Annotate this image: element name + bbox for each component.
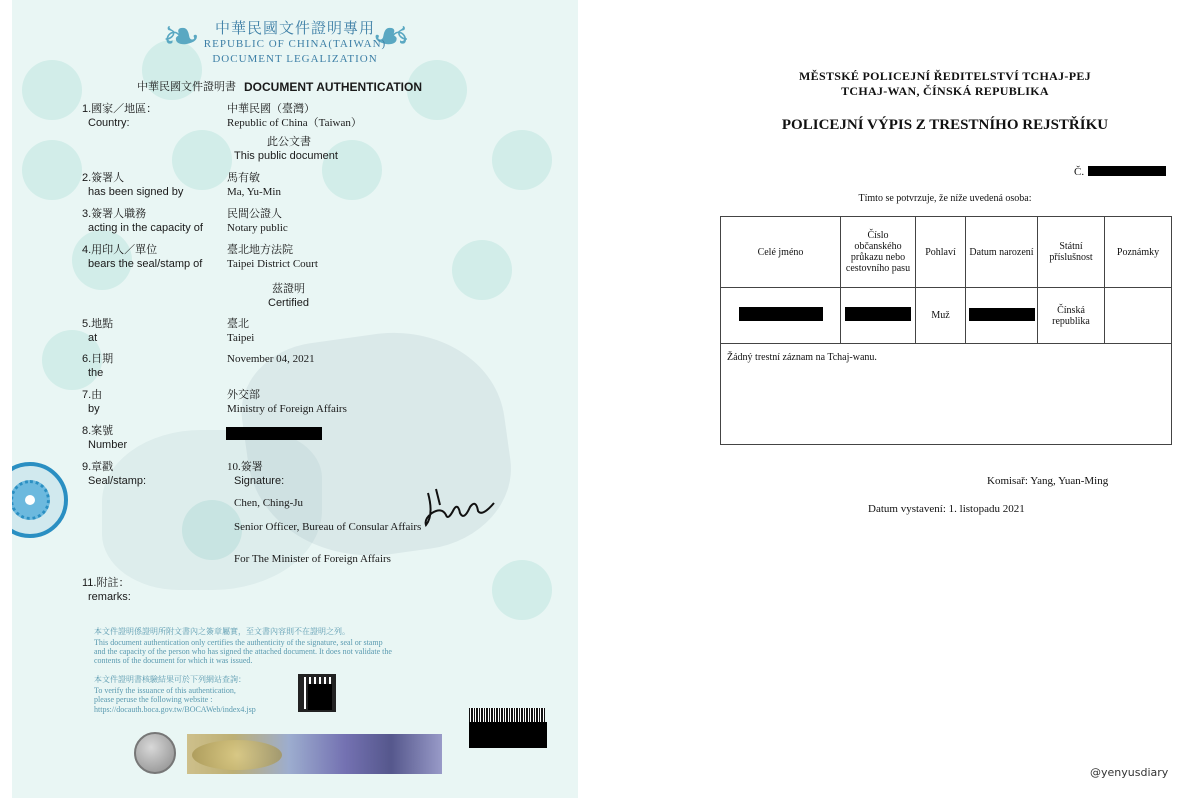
stamp-label-en: Seal/stamp: — [88, 475, 147, 487]
signed-value-en: Ma, Yu-Min — [227, 186, 281, 198]
watermark-emblem — [322, 140, 382, 200]
country-value-cn: 中華民國（臺灣） — [227, 103, 315, 115]
title-english: DOCUMENT AUTHENTICATION — [244, 80, 422, 94]
seal-value-en: Taipei District Court — [227, 258, 318, 270]
at-label-cn: 5.地點 — [82, 318, 114, 330]
certified-cn: 茲證明 — [272, 283, 305, 295]
fine-print-cn-1: 本文件證明係證明所附文書內之簽章屬實，至文書內容則不在證明之列。 — [94, 627, 350, 636]
full-name-cell — [721, 288, 841, 344]
right-wing-emblem-icon: ❧ — [372, 11, 411, 62]
fine-print-en-4: To verify the issuance of this authentication, — [94, 686, 236, 695]
qr-redaction — [308, 684, 332, 710]
at-label-en: at — [88, 332, 98, 344]
remarks-label-en: remarks: — [88, 591, 131, 603]
birth-date-redaction — [969, 308, 1035, 321]
number-label-en: Number — [88, 439, 128, 451]
full-name-redaction — [739, 307, 823, 321]
header-notes: Poznámky — [1105, 217, 1172, 288]
signer-title: Senior Officer, Bureau of Consular Affairs — [234, 521, 422, 533]
watermark-emblem — [172, 130, 232, 190]
fine-print-en-3: contents of the document for which it was issued. — [94, 656, 253, 665]
signed-value-cn: 馬有敏 — [227, 172, 260, 184]
header-nationality: Státní příslušnost — [1038, 217, 1105, 288]
watermark-building — [102, 430, 322, 590]
header-id-number: Číslo občanského průkazu nebo cestovního pasu — [841, 217, 916, 288]
date-value: November 04, 2021 — [227, 353, 315, 365]
police-record-certificate — [690, 0, 1200, 800]
signature-label-en: Signature: — [234, 475, 285, 487]
authentication-certificate — [12, 0, 578, 798]
nationality-cell: Čínská republika — [1038, 288, 1105, 344]
watermark-emblem — [492, 560, 552, 620]
country-label-en: Country: — [88, 117, 130, 129]
country-label-cn: 1.國家／地區： — [82, 103, 158, 115]
by-label-cn: 7.由 — [82, 389, 103, 401]
seal-label-cn: 4.用印人／單位 — [82, 244, 158, 256]
fine-print-en-5: please peruse the following website : — [94, 695, 213, 704]
handwritten-signature — [420, 485, 500, 530]
by-value-en: Ministry of Foreign Affairs — [227, 403, 347, 415]
authority-line-2: TCHAJ-WAN, ČÍNSKÁ REPUBLIKA — [841, 84, 1049, 98]
hologram-coin — [134, 732, 176, 774]
header-legalization: DOCUMENT LEGALIZATION — [212, 53, 378, 65]
watermark-emblem — [22, 60, 82, 120]
by-label-en: by — [88, 403, 100, 415]
public-doc-en: This public document — [234, 150, 338, 162]
capacity-label-cn: 3.簽署人職務 — [82, 208, 147, 220]
capacity-value-en: Notary public — [227, 222, 288, 234]
at-value-cn: 臺北 — [227, 318, 249, 330]
number-redaction — [1088, 166, 1166, 176]
by-value-cn: 外交部 — [227, 389, 260, 401]
number-label: Č. — [1074, 166, 1085, 178]
record-table — [720, 216, 1172, 445]
intro-text: Tímto se potvrzuje, že níže uvedená osoba: — [858, 193, 1032, 204]
official-seal-stamp — [12, 462, 68, 538]
seal-value-cn: 臺北地方法院 — [227, 244, 293, 256]
table-header-row — [721, 217, 1172, 288]
issue-date: Datum vystavení: 1. listopadu 2021 — [868, 503, 1025, 515]
signed-label-cn: 2.簽署人 — [82, 172, 125, 184]
gender-cell: Muž — [916, 288, 966, 344]
header-chinese: 中華民國文件證明專用 — [214, 21, 375, 37]
left-wing-emblem-icon: ❧ — [162, 11, 201, 62]
authority-line-1: MĚSTSKÉ POLICEJNÍ ŘEDITELSTVÍ TCHAJ-PEJ — [799, 69, 1091, 83]
fine-print-en-1: This document authentication only certifies the authenticity of the signature, seal or stamp — [94, 638, 383, 647]
header-full-name: Celé jméno — [721, 217, 841, 288]
document-title: POLICEJNÍ VÝPIS Z TRESTNÍHO REJSTŘÍKU — [781, 117, 1109, 133]
seal-label-en: bears the seal/stamp of — [88, 258, 203, 270]
fine-print-cn-2: 本文件證明書核驗結果可於下列網站查詢： — [94, 675, 246, 684]
signer-for: For The Minister of Foreign Affairs — [234, 553, 391, 565]
id-number-cell — [841, 288, 916, 344]
date-label-en: the — [88, 367, 104, 379]
signer-name: Chen, Ching-Ju — [234, 497, 304, 509]
signature-label-cn: 10.簽署 — [227, 461, 263, 473]
commissioner: Komisař: Yang, Yuan-Ming — [987, 475, 1109, 487]
title-chinese: 中華民國文件證明書 — [137, 81, 236, 93]
at-value-en: Taipei — [227, 332, 255, 344]
credit-watermark: @yenyusdiary — [1090, 766, 1169, 779]
certified-en: Certified — [268, 297, 309, 309]
header-birth-date: Datum narození — [966, 217, 1038, 288]
date-label-cn: 6.日期 — [82, 353, 114, 365]
number-redaction — [226, 427, 322, 440]
remark-row — [721, 344, 1172, 445]
capacity-value-cn: 民間公證人 — [227, 208, 282, 220]
header-roc: REPUBLIC OF CHINA(TAIWAN) — [203, 38, 387, 50]
birth-date-cell — [966, 288, 1038, 344]
signed-label-en: has been signed by — [88, 186, 184, 198]
header-gender: Pohlaví — [916, 217, 966, 288]
verification-url: https://docauth.boca.gov.tw/BOCAWeb/index4.jsp — [94, 705, 256, 714]
watermark-emblem — [452, 240, 512, 300]
stamp-label-cn: 9.章戳 — [82, 461, 114, 473]
barcode-redaction — [469, 722, 547, 748]
remark-text: Žádný trestní záznam na Tchaj-wanu. — [721, 344, 1172, 445]
country-value-en: Republic of China（Taiwan） — [227, 117, 362, 129]
id-number-redaction — [845, 307, 911, 321]
number-label-cn: 8.案號 — [82, 425, 114, 437]
watermark-emblem — [22, 140, 82, 200]
security-band-rosette — [192, 740, 282, 770]
remarks-label-cn: 11.附註： — [82, 577, 130, 589]
notes-cell — [1105, 288, 1172, 344]
capacity-label-en: acting in the capacity of — [88, 222, 203, 234]
barcode — [469, 708, 545, 722]
public-doc-cn: 此公文書 — [267, 136, 311, 148]
watermark-emblem — [492, 130, 552, 190]
table-row — [721, 288, 1172, 344]
fine-print-en-2: and the capacity of the person who has signed the attached document. It does not validate the — [94, 647, 392, 656]
